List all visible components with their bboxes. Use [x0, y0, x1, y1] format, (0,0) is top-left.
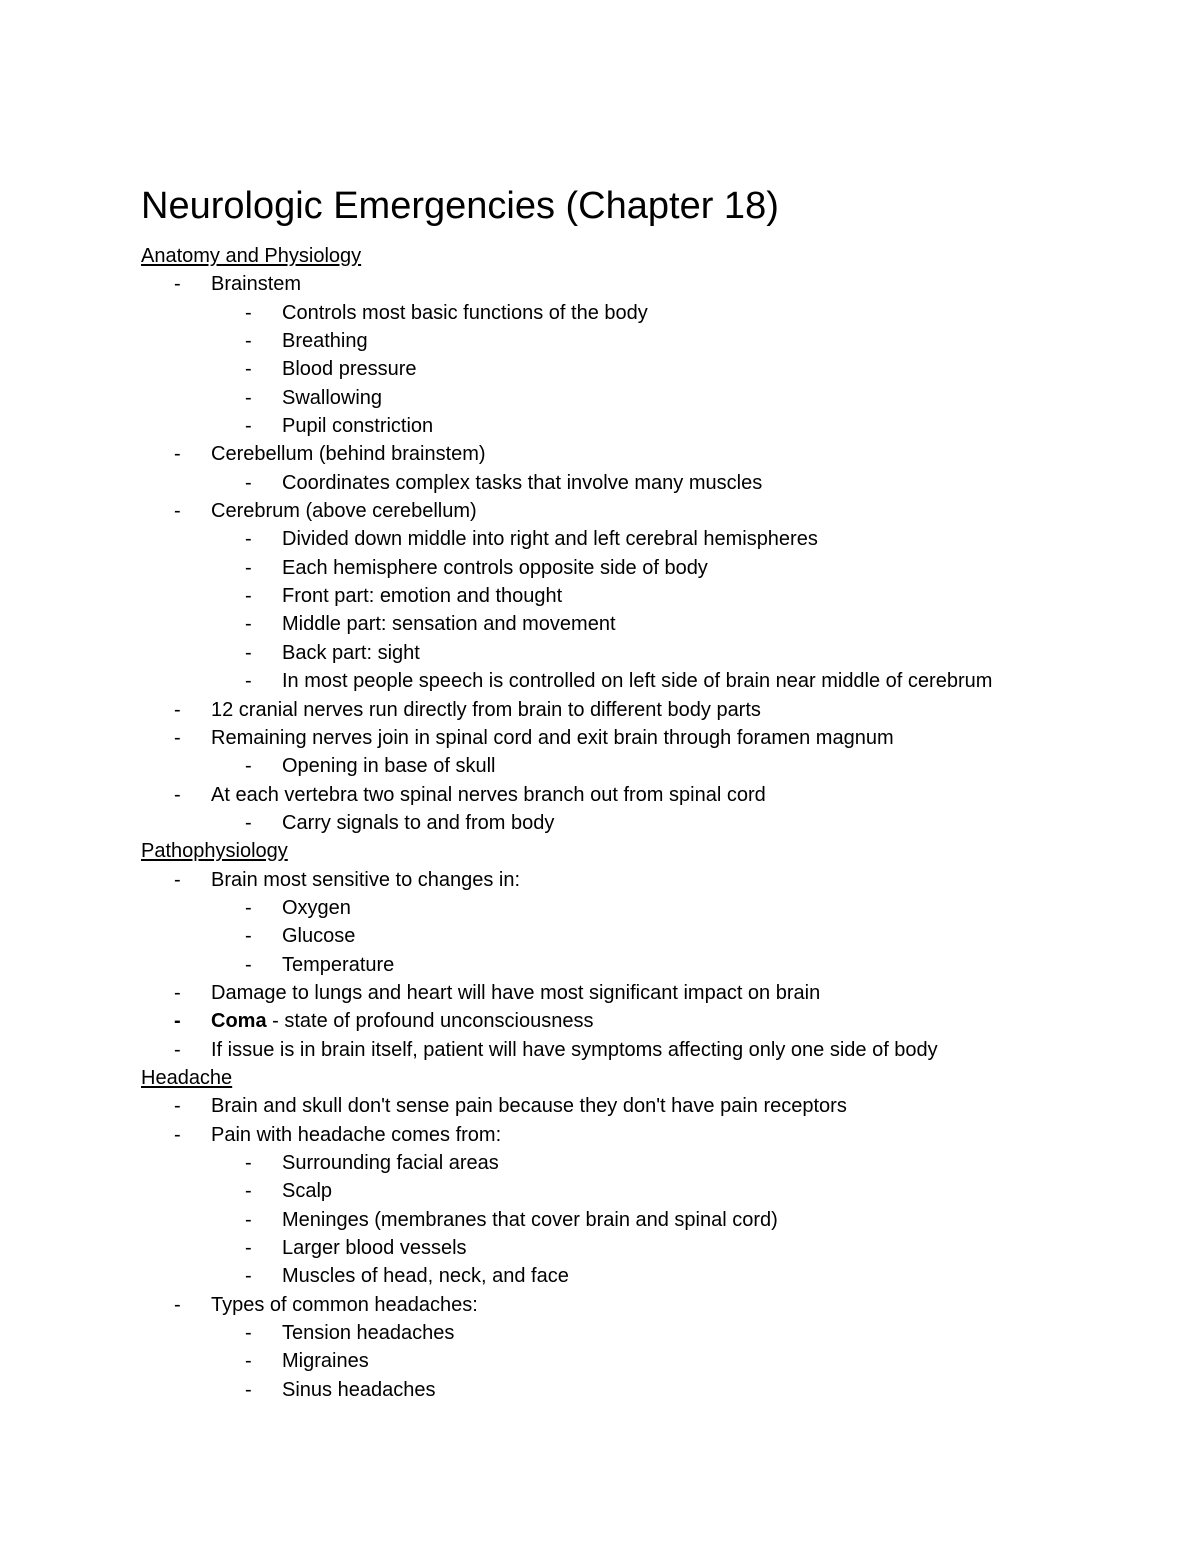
bullet-dash: - [174, 981, 181, 1004]
bullet-dash: - [245, 1378, 252, 1401]
list-item-text: Front part: emotion and thought [282, 585, 563, 608]
list-item-text: Swallowing [282, 386, 383, 409]
list-item [141, 610, 1141, 638]
list-item [141, 866, 1141, 894]
list-item-text: Cerebrum (above cerebellum) [211, 500, 477, 523]
bullet-dash: - [245, 1265, 252, 1288]
bullet-dash: - [174, 1038, 181, 1061]
bullet-dash: - [245, 556, 252, 579]
list-item [141, 1007, 1141, 1035]
list-item-text: If issue is in brain itself, patient will have symptoms affecting only one side of body [211, 1038, 938, 1061]
list-item-text: Coordinates complex tasks that involve many muscles [282, 471, 763, 494]
list-item [141, 809, 1141, 837]
list-item-text: Pain with headache comes from: [211, 1123, 502, 1146]
list-item [141, 1036, 1141, 1064]
bullet-dash: - [245, 1152, 252, 1174]
bullet-dash: - [245, 670, 252, 693]
list-item [141, 440, 1141, 468]
list-item [141, 469, 1141, 497]
bullet-dash: - [174, 783, 181, 806]
section-heading: Pathophysiology [141, 840, 288, 863]
bullet-dash: - [174, 698, 181, 721]
list-item [141, 752, 1141, 780]
list-item-text: Damage to lungs and heart will have most significant impact on brain [211, 981, 821, 1004]
bullet-dash: - [174, 726, 181, 749]
bullet-dash: - [245, 585, 252, 608]
page-title: Neurologic Emergencies (Chapter 18) [141, 185, 779, 227]
bold-term: Coma [211, 1010, 267, 1033]
bullet-dash: - [245, 330, 252, 353]
list-item [141, 1206, 1141, 1234]
bullet-dash: - [245, 471, 252, 494]
list-item [141, 1121, 1141, 1149]
bullet-dash: - [245, 528, 252, 551]
list-item [141, 1262, 1141, 1290]
list-item [141, 894, 1141, 922]
list-item [141, 979, 1141, 1007]
list-item [141, 781, 1141, 809]
list-item [141, 667, 1141, 695]
list-item [141, 922, 1141, 950]
list-item [141, 1291, 1141, 1319]
list-item-text: Middle part: sensation and movement [282, 613, 616, 636]
list-item-text: Blood pressure [282, 358, 417, 381]
list-item [141, 1376, 1141, 1404]
section-heading: Anatomy and Physiology [141, 245, 362, 267]
list-item [141, 1149, 1141, 1177]
list-item-text: Divided down middle into right and left cerebral hemispheres [282, 528, 818, 551]
bullet-dash: - [174, 500, 181, 523]
list-item-text: 12 cranial nerves run directly from brain to different body parts [211, 698, 761, 721]
list-item [141, 384, 1141, 412]
list-item [141, 724, 1141, 752]
list-item [141, 1177, 1141, 1205]
bullet-dash: - [245, 811, 252, 834]
list-item-text: Back part: sight [282, 641, 420, 664]
list-item-text: Tension headaches [282, 1322, 455, 1345]
bullet-dash: - [245, 1322, 252, 1345]
list-item-text: Opening in base of skull [282, 755, 496, 778]
list-item [141, 270, 1141, 298]
term-definition: - state of profound unconsciousness [266, 1010, 594, 1033]
list-item-text: Remaining nerves join in spinal cord and exit brain through foramen magnum [211, 726, 894, 749]
bullet-dash: - [245, 896, 252, 919]
bullet-dash: - [245, 953, 252, 976]
list-item [141, 696, 1141, 724]
list-item-text: Scalp [282, 1180, 333, 1203]
bullet-dash: - [174, 1123, 181, 1146]
bullet-dash: - [245, 613, 252, 636]
list-item [141, 639, 1141, 667]
list-item [141, 412, 1141, 440]
list-item-text: Brain and skull don't sense pain because they don't have pain receptors [211, 1095, 847, 1118]
list-item [141, 327, 1141, 355]
list-item [141, 554, 1141, 582]
bullet-dash: - [245, 1237, 252, 1260]
list-item-text: Cerebellum (behind brainstem) [211, 443, 486, 466]
bullet-dash: - [245, 386, 252, 409]
bullet-dash: - [174, 443, 181, 466]
bullet-dash: - [245, 301, 252, 324]
bullet-dash: - [245, 358, 252, 381]
list-item [141, 299, 1141, 327]
bullet-dash: - [245, 1180, 252, 1203]
list-item-text [211, 1007, 593, 1035]
list-item-text: Glucose [282, 925, 356, 948]
document-body [141, 242, 1141, 1404]
list-item-text: Larger blood vessels [282, 1237, 467, 1260]
list-item-text: Types of common headaches: [211, 1293, 478, 1316]
bullet-dash: - [245, 1208, 252, 1231]
list-item-text: Controls most basic functions of the body [282, 301, 648, 324]
list-item [141, 951, 1141, 979]
list-item [141, 1234, 1141, 1262]
bullet-dash: - [245, 641, 252, 664]
list-item [141, 497, 1141, 525]
list-item-text: Brain most sensitive to changes in: [211, 868, 521, 891]
bullet-dash: - [245, 1350, 252, 1373]
list-item-text: Sinus headaches [282, 1378, 436, 1401]
list-item [141, 355, 1141, 383]
bullet-dash: - [245, 925, 252, 948]
list-item-text: In most people speech is controlled on left side of brain near middle of cerebrum [282, 670, 993, 693]
list-item [141, 1319, 1141, 1347]
list-item-text: Brainstem [211, 273, 302, 296]
bullet-dash: - [245, 755, 252, 778]
bullet-dash: - [174, 273, 181, 296]
bullet-dash: - [245, 415, 252, 438]
section-heading: Headache [141, 1066, 233, 1089]
list-item-text: Breathing [282, 330, 368, 353]
list-item-text: At each vertebra two spinal nerves branch out from spinal cord [211, 783, 766, 806]
bullet-dash: - [174, 868, 181, 891]
list-item-text: Pupil constriction [282, 415, 434, 438]
bullet-dash: - [174, 1293, 181, 1316]
list-item-text: Meninges (membranes that cover brain and spinal cord) [282, 1208, 778, 1231]
list-item-text: Surrounding facial areas [282, 1152, 499, 1174]
bullet-dash: - [174, 1010, 181, 1033]
list-item-text: Migraines [282, 1350, 369, 1373]
list-item [141, 582, 1141, 610]
list-item [141, 1347, 1141, 1375]
bullet-dash: - [174, 1095, 181, 1118]
list-item-text: Carry signals to and from body [282, 811, 555, 834]
list-item-text: Each hemisphere controls opposite side of body [282, 556, 708, 579]
list-item-text: Muscles of head, neck, and face [282, 1265, 569, 1288]
list-item [141, 525, 1141, 553]
list-item-text: Temperature [282, 953, 395, 976]
list-item-text: Oxygen [282, 896, 351, 919]
list-item [141, 1092, 1141, 1120]
